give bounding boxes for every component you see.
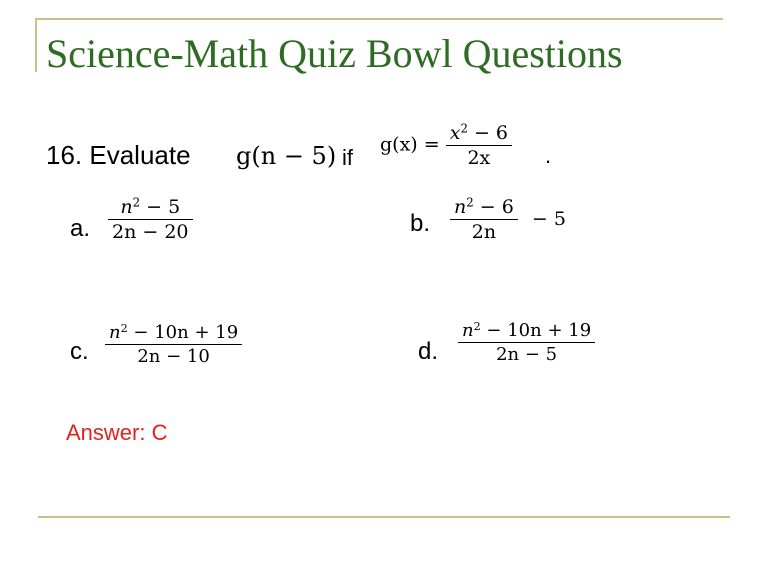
function-lhs: g(x) = — [380, 133, 440, 156]
choice-d-expression — [458, 320, 595, 365]
left-rule — [35, 18, 37, 72]
top-rule — [35, 18, 723, 20]
question-prompt: 16. Evaluate — [46, 140, 191, 170]
function-fraction — [446, 122, 512, 169]
question-expression: g(n − 5) — [236, 142, 337, 170]
bottom-rule — [38, 516, 730, 518]
choice-b-suffix: − 5 — [531, 207, 566, 230]
choice-c-num-rest: − 10n + 19 — [127, 322, 239, 343]
answer-text: Answer: C — [66, 420, 168, 445]
choice-b-num-rest: − 6 — [473, 196, 514, 218]
choice-c-expression — [105, 322, 242, 367]
choice-c-den: 2n − 10 — [137, 346, 210, 367]
choice-a-label: a. — [70, 215, 91, 242]
choice-b-label: b. — [410, 210, 431, 237]
choice-a-num-base: n — [120, 196, 133, 218]
choice-b-num-exp: 2 — [466, 195, 474, 210]
choice-d-num-rest: − 10n + 19 — [480, 320, 592, 341]
choice-a-den: 2n − 20 — [112, 221, 189, 243]
choice-a-num-rest: − 5 — [140, 196, 181, 218]
choice-d-num-exp: 2 — [473, 319, 481, 333]
choice-b-expression — [450, 196, 566, 243]
slide-title: Science-Math Quiz Bowl Questions — [46, 31, 623, 76]
choice-c-num-exp: 2 — [120, 321, 128, 335]
question-connector: if — [342, 145, 353, 170]
function-num-base: x — [449, 122, 461, 144]
choice-b-den: 2n — [471, 221, 497, 243]
choice-c-num-base: n — [109, 322, 121, 343]
function-num-rest: − 6 — [467, 122, 509, 144]
choice-a-num-exp: 2 — [132, 195, 141, 210]
choice-d-den: 2n − 5 — [496, 344, 558, 365]
choice-d-label: d. — [418, 338, 439, 365]
function-num-exp: 2 — [460, 121, 468, 136]
question-period: . — [545, 143, 552, 168]
function-definition — [380, 122, 512, 169]
choice-c-label: c. — [70, 338, 89, 365]
choice-a-expression — [108, 196, 193, 243]
choice-d-num-base: n — [462, 320, 474, 341]
choice-b-num-base: n — [454, 196, 467, 218]
function-den: 2x — [467, 147, 491, 169]
